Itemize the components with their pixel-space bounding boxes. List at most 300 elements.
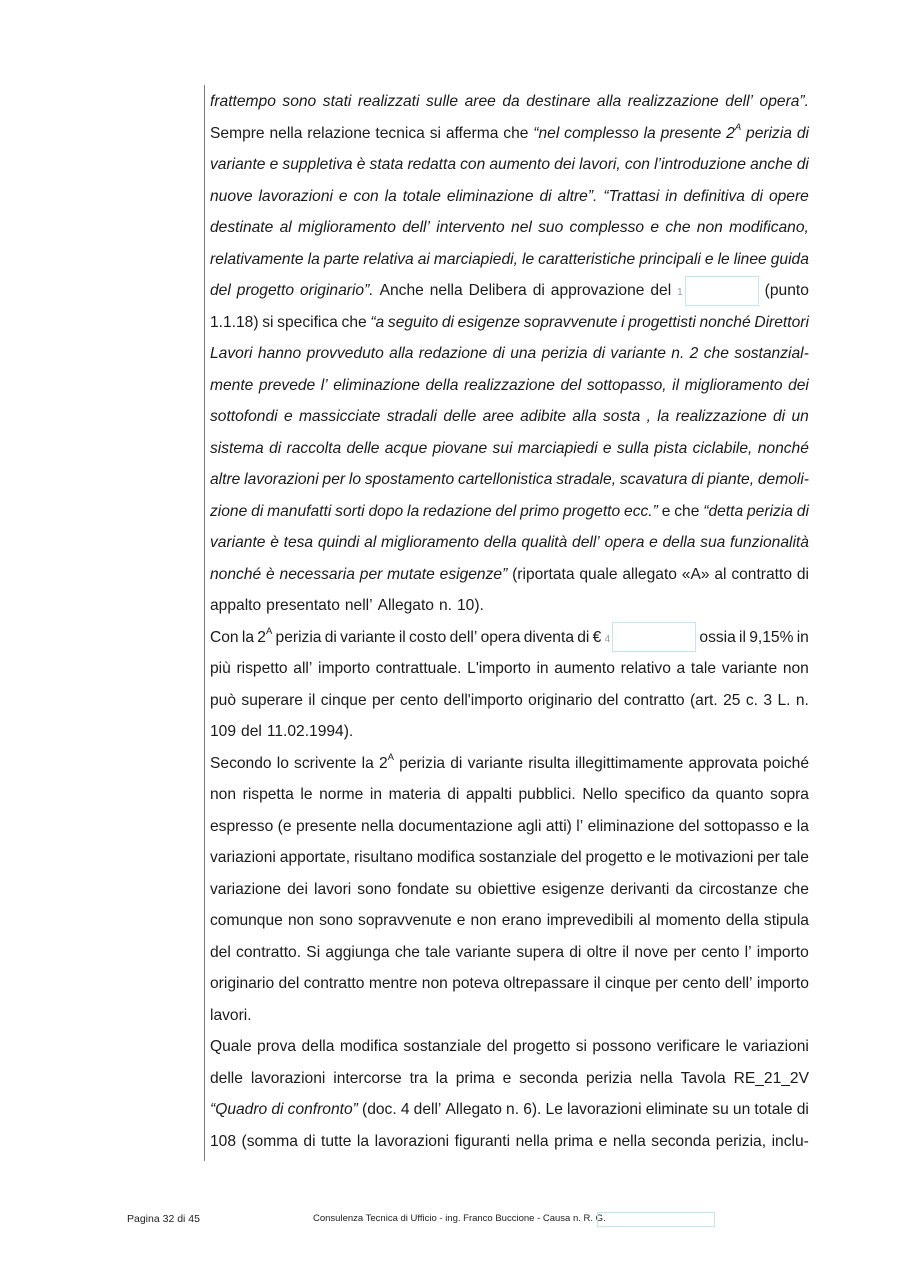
word: provveduto xyxy=(306,345,384,362)
word: approvata xyxy=(688,754,758,772)
word: originario xyxy=(528,691,593,709)
word: scavatura xyxy=(619,471,688,488)
text-line xyxy=(210,307,809,339)
word: del xyxy=(210,943,231,961)
word: stradale, xyxy=(556,471,617,488)
text-line xyxy=(210,496,809,528)
word: e xyxy=(269,156,279,173)
word: zione xyxy=(210,502,248,520)
word: Anche xyxy=(379,282,424,299)
word: seguito xyxy=(387,313,439,331)
word: modifica xyxy=(416,849,475,866)
text-line xyxy=(210,1094,809,1126)
word: principali xyxy=(639,250,701,268)
word: non xyxy=(421,975,448,992)
footer-redaction-box xyxy=(597,1212,715,1227)
word: seconda xyxy=(651,1132,711,1150)
word: per xyxy=(757,849,780,866)
word: alla xyxy=(389,345,414,362)
word: aree xyxy=(482,408,514,425)
word: approvazione xyxy=(550,282,645,299)
word: di xyxy=(251,502,264,520)
redaction-box xyxy=(685,276,759,306)
word: di xyxy=(577,628,590,646)
word: RE_21_2V xyxy=(733,1069,809,1087)
word: L. xyxy=(777,691,791,709)
word: perizia, xyxy=(715,1132,767,1150)
word: non xyxy=(210,786,237,803)
word: per xyxy=(372,691,395,709)
word: funzionalità xyxy=(730,534,809,551)
word: eliminate xyxy=(645,1101,709,1118)
word: contratto. xyxy=(236,943,302,961)
word: del xyxy=(210,282,231,299)
word: prova xyxy=(257,1038,297,1055)
word: la xyxy=(384,187,397,205)
word: necessaria xyxy=(279,565,355,583)
word: e xyxy=(650,219,660,236)
word: quindi xyxy=(317,534,360,551)
text-line xyxy=(210,842,809,874)
word: tale xyxy=(783,849,809,866)
word: l’ xyxy=(576,817,584,835)
document-body xyxy=(210,86,809,1157)
word: mutate xyxy=(387,565,435,583)
word: a xyxy=(676,660,686,677)
word: c. xyxy=(745,691,758,709)
word: per xyxy=(673,943,696,961)
word: costo xyxy=(409,628,447,646)
word: motivazioni xyxy=(675,849,754,866)
word: da xyxy=(691,786,710,803)
word: la xyxy=(361,754,374,772)
redaction-leading-digit: 1 xyxy=(677,287,683,298)
word: Si xyxy=(306,943,321,961)
word: non xyxy=(470,912,497,929)
word: di xyxy=(750,187,763,205)
word: poteva xyxy=(452,975,500,992)
text-line xyxy=(210,370,809,402)
word: della xyxy=(725,912,759,929)
word: la xyxy=(435,1069,448,1087)
word: dell’ xyxy=(402,219,430,236)
word: ecc.” xyxy=(624,502,658,520)
word: (somma xyxy=(241,1132,298,1150)
word: e xyxy=(502,1069,512,1087)
word: stipula xyxy=(763,912,809,929)
word: redazione xyxy=(423,502,492,520)
word: realizzazione xyxy=(463,376,555,394)
word: del xyxy=(650,282,672,299)
word: di xyxy=(303,1132,316,1150)
word: sorti xyxy=(335,502,365,520)
word: di xyxy=(569,943,582,961)
word: nuove xyxy=(210,187,253,205)
word: variante xyxy=(467,754,524,772)
word: presente xyxy=(295,817,357,835)
word: di xyxy=(492,345,505,362)
word: progettisti xyxy=(628,313,696,331)
word: Allegato xyxy=(377,597,434,614)
word: “nel xyxy=(533,124,560,142)
word: il xyxy=(308,691,316,709)
text-line xyxy=(210,433,809,465)
word: derivanti xyxy=(610,880,670,898)
word: originario xyxy=(210,975,275,992)
word: destinare xyxy=(526,93,591,110)
word: dei xyxy=(788,376,809,394)
word: opera xyxy=(604,534,645,551)
word: presente xyxy=(660,124,722,142)
word: che xyxy=(674,502,700,520)
word: al xyxy=(364,534,377,551)
word: e xyxy=(598,1132,608,1150)
word: nella xyxy=(269,124,303,142)
word: primo xyxy=(520,502,560,520)
word: (doc. xyxy=(362,1101,397,1118)
text-line xyxy=(210,874,809,906)
word: verificare xyxy=(656,1038,721,1055)
word: lavori xyxy=(313,880,352,898)
word: perizia xyxy=(746,124,792,142)
word: afferma xyxy=(445,124,499,142)
word: con xyxy=(624,156,650,173)
word: lavori. xyxy=(210,1006,252,1024)
word: sostanzial- xyxy=(734,345,809,362)
word: miglioramento xyxy=(298,219,396,236)
word: Allegato xyxy=(445,1101,502,1118)
word: il xyxy=(398,628,406,646)
word: di xyxy=(796,565,809,583)
word: di xyxy=(592,345,606,362)
word: perizia xyxy=(585,1069,632,1087)
word: i xyxy=(621,313,625,331)
word: confronto” xyxy=(287,1101,358,1118)
word: e xyxy=(283,408,293,425)
word: variante xyxy=(455,943,512,961)
word: di xyxy=(796,124,809,142)
word: sottopasso, xyxy=(586,376,667,394)
word: piovane xyxy=(432,439,488,457)
word: relativa xyxy=(363,250,414,268)
word: poiché xyxy=(763,754,809,772)
text-line xyxy=(210,181,809,213)
word: in xyxy=(796,628,809,646)
word: Sempre xyxy=(210,124,265,142)
word: delle xyxy=(210,1069,243,1087)
word: ciclabile, xyxy=(692,439,753,457)
word: di xyxy=(532,282,545,299)
word: tutte xyxy=(321,1132,352,1150)
word: “detta xyxy=(703,502,744,520)
word: e xyxy=(661,502,671,520)
word: quale xyxy=(579,565,618,583)
word: relativo xyxy=(620,660,671,677)
word: manufatti xyxy=(267,502,332,520)
text-line xyxy=(210,622,809,654)
word: lavori, xyxy=(579,156,621,173)
word: non xyxy=(782,660,809,677)
word: (punto xyxy=(764,282,809,299)
word: della xyxy=(662,534,696,551)
word: 108 xyxy=(210,1132,237,1150)
word: ossia xyxy=(699,628,736,646)
word: il xyxy=(593,975,601,992)
word: nonché xyxy=(210,565,262,583)
word: linee xyxy=(733,250,767,268)
word: Quale xyxy=(210,1038,252,1055)
word: diventa xyxy=(523,628,574,646)
word: nell’ xyxy=(344,597,373,614)
word: perizia xyxy=(399,754,446,772)
word: variazione xyxy=(210,880,282,898)
word: dei xyxy=(287,880,308,898)
word: opera xyxy=(480,628,521,646)
word: appalti xyxy=(465,786,512,803)
word: altre”. xyxy=(557,187,598,205)
word: le xyxy=(725,1038,738,1055)
word: suo xyxy=(538,219,564,236)
word: Le xyxy=(545,1101,563,1118)
word: allegato xyxy=(622,565,677,583)
text-line xyxy=(210,1063,809,1095)
text-line xyxy=(210,685,809,717)
word: Secondo xyxy=(210,754,272,772)
word: sopravvenute xyxy=(358,912,452,929)
word: , xyxy=(646,408,651,425)
word: delle xyxy=(443,408,477,425)
word: mentre xyxy=(368,975,418,992)
word: 2 xyxy=(689,345,699,362)
word: lo xyxy=(276,754,289,772)
word: non xyxy=(696,219,723,236)
word: rispetta xyxy=(242,786,294,803)
word: cento xyxy=(399,691,439,709)
word: sui xyxy=(492,439,513,457)
word: e xyxy=(338,187,348,205)
word: la xyxy=(407,502,420,520)
word: dell’ xyxy=(413,1101,442,1118)
word: sua xyxy=(700,534,726,551)
word: tale xyxy=(425,943,451,961)
word: realizzazione xyxy=(675,408,767,425)
word: Con xyxy=(210,628,239,646)
word: 10). xyxy=(457,597,484,614)
word: e xyxy=(456,912,466,929)
word: la xyxy=(356,1132,370,1150)
word: e xyxy=(649,534,658,551)
word: aree xyxy=(464,93,496,110)
word: documentazione xyxy=(398,817,513,835)
word: un xyxy=(791,408,809,425)
word: del xyxy=(560,376,582,394)
footer-page-number: Pagina 32 di 45 xyxy=(127,1213,200,1225)
word: variazioni xyxy=(210,849,276,866)
word: 11.02.1994). xyxy=(266,723,354,740)
word: su xyxy=(455,880,472,898)
word: cento xyxy=(682,975,721,992)
word: che xyxy=(394,943,420,961)
word: di xyxy=(450,754,463,772)
word: pista xyxy=(654,439,688,457)
word: n. xyxy=(506,1101,520,1118)
text-line xyxy=(210,716,809,748)
word: e xyxy=(704,250,714,268)
word: realizzazione xyxy=(627,93,719,110)
word: contrattuale. xyxy=(375,660,462,677)
word: n. xyxy=(438,597,452,614)
word: le xyxy=(300,786,313,803)
word: qualità xyxy=(521,534,568,551)
word: suppletiva xyxy=(282,156,353,173)
word: il xyxy=(739,628,746,646)
word: guida xyxy=(770,250,809,268)
word: totale xyxy=(754,1101,793,1118)
redaction-leading-digit: 4 xyxy=(604,633,611,645)
word: prevede xyxy=(258,376,316,394)
word: è xyxy=(356,156,366,173)
word: perizia xyxy=(541,345,588,362)
word: dell'importo xyxy=(443,691,523,709)
word: sopravvenute xyxy=(523,313,618,331)
word: erano xyxy=(501,912,542,929)
word: sistema xyxy=(210,439,264,457)
word: sopra xyxy=(769,786,809,803)
word: in xyxy=(665,187,678,205)
word: mente xyxy=(210,376,254,394)
word: circostanze xyxy=(698,880,778,898)
word: complesso xyxy=(564,124,639,142)
word: per xyxy=(655,975,678,992)
word: «A» xyxy=(681,565,710,583)
text-line xyxy=(210,748,809,780)
left-margin-rule xyxy=(204,85,205,1161)
word: acque xyxy=(384,439,428,457)
word: pubblici. xyxy=(518,786,576,803)
word: opera”. xyxy=(759,93,809,110)
word: di xyxy=(796,156,809,173)
text-line xyxy=(210,464,809,496)
word: ai xyxy=(417,250,430,268)
word: stati xyxy=(322,93,352,110)
word: del xyxy=(486,1038,508,1055)
word: prima xyxy=(455,1069,495,1087)
word: del xyxy=(678,817,700,835)
word: che xyxy=(341,313,367,331)
word: nella xyxy=(639,1069,673,1087)
word: la xyxy=(657,408,670,425)
word: superare xyxy=(241,691,303,709)
word: nel xyxy=(511,219,532,236)
word: del xyxy=(495,502,517,520)
text-line xyxy=(210,244,809,276)
word: intercorse xyxy=(333,1069,402,1087)
word: esigenze” xyxy=(439,565,508,583)
word: di xyxy=(773,408,786,425)
word: sosta xyxy=(602,408,641,425)
word: importo xyxy=(318,660,370,677)
word: dell’ xyxy=(724,975,753,992)
word: “a xyxy=(370,313,385,331)
word: con xyxy=(460,156,486,173)
word: si xyxy=(429,124,441,142)
word: importo xyxy=(756,943,809,961)
word: su xyxy=(712,1101,729,1118)
text-line xyxy=(210,968,809,1000)
word: piante, xyxy=(707,471,755,488)
word: frattempo xyxy=(210,93,276,110)
word: prima xyxy=(554,1132,594,1150)
word: della xyxy=(483,534,517,551)
word: con xyxy=(353,187,379,205)
word: nove xyxy=(634,943,669,961)
word: n. xyxy=(671,345,685,362)
word: oltrepassare xyxy=(503,975,590,992)
word: € xyxy=(592,628,602,646)
text-line xyxy=(210,149,809,181)
word: spostamento xyxy=(364,471,455,488)
word: imprevedibili xyxy=(546,912,634,929)
word: non xyxy=(287,912,314,929)
word: sottofondi xyxy=(210,408,278,425)
word: sottopasso xyxy=(703,817,780,835)
word: appalto xyxy=(210,597,262,614)
word: risultano xyxy=(353,849,413,866)
word: si xyxy=(262,313,274,331)
text-line xyxy=(210,559,809,591)
word: $2^A$ xyxy=(726,122,742,142)
word: variante xyxy=(340,628,396,646)
word: eliminazione xyxy=(446,187,534,205)
word: tra xyxy=(409,1069,428,1087)
word: redatta xyxy=(407,156,456,173)
word: lavorazioni xyxy=(250,1069,326,1087)
word: totale xyxy=(402,187,441,205)
word: rispetto xyxy=(236,660,288,677)
word: illegittimamente xyxy=(575,754,684,772)
word: norme xyxy=(319,786,364,803)
word: opere xyxy=(768,187,809,205)
text-line xyxy=(210,779,809,811)
word: da xyxy=(675,880,693,898)
word: cartellonistica xyxy=(457,471,553,488)
word: alla xyxy=(572,408,597,425)
word: di xyxy=(441,313,454,331)
word: definitiva xyxy=(683,187,745,205)
word: variazioni xyxy=(743,1038,809,1055)
word: specifica xyxy=(277,313,338,331)
word: eliminazione xyxy=(587,817,675,835)
word: progetto xyxy=(562,502,621,520)
word: apportate, xyxy=(279,849,351,866)
word: progetto xyxy=(236,282,294,299)
word: l’ xyxy=(320,376,328,394)
word: variante xyxy=(210,156,266,173)
word: variante xyxy=(210,534,266,551)
word: si xyxy=(575,1038,587,1055)
word: marciapiedi, xyxy=(433,250,518,268)
word: Lavori xyxy=(210,345,253,362)
text-line xyxy=(210,527,809,559)
word: stata xyxy=(369,156,404,173)
word: per xyxy=(359,565,383,583)
word: della xyxy=(301,1038,335,1055)
word: lo xyxy=(348,471,362,488)
word: (riportata xyxy=(512,565,575,583)
text-line xyxy=(210,653,809,685)
word: sono xyxy=(357,880,392,898)
word: tesa xyxy=(283,534,314,551)
